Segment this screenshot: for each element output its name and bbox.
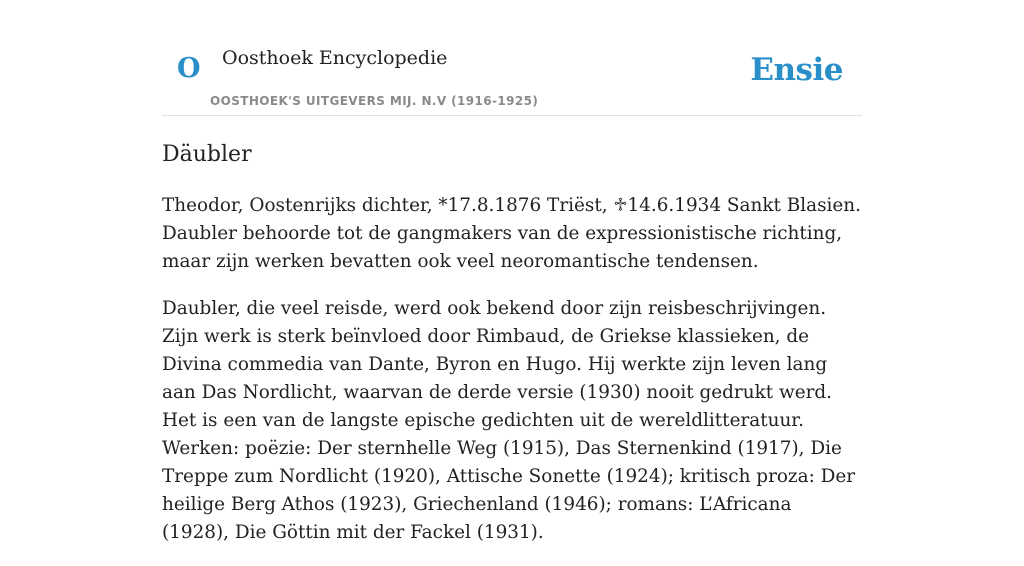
encyclopedia-name-link[interactable]: Oosthoek Encyclopedie xyxy=(222,47,448,69)
page-container xyxy=(162,0,862,543)
site-header xyxy=(162,0,862,116)
entry-body xyxy=(162,192,862,566)
ensie-logo[interactable]: Ensie xyxy=(750,52,843,88)
entry-paragraph: Daubler, die veel reisde, werd ook bekend door zijn reisbeschrijvingen. Zijn werk is sterk beïnvloed door Rimbaud, de Griekse klassieken, de Divina commedia van Dante, Byron en Hugo. Hij werkte zijn leven lang aan Das Nordlicht, waarvan de derde versie (1930) nooit gedrukt werd. Het is een van de langste epische gedichten uit de wereldlitteratuur. Werken: poëzie: Der sternhelle Weg (1915), Das Sternenkind (1917), Die Treppe zum Nordlicht (1920), Attische Sonette (1924); kritisch proza: Der heilige Berg Athos (1923), Griechenland (1946); romans: L’Africana (1928), Die Göttin mit der Fackel (1931). xyxy=(162,298,856,543)
encyclopedia-logo[interactable]: O xyxy=(177,53,201,84)
entry-title: Däubler xyxy=(162,142,252,167)
entry-paragraph: Theodor, Oostenrijks dichter, *17.8.1876 Triëst, ♱14.6.1934 Sankt Blasien. Daubler behoorde tot de gangmakers van de expressionistische richting, maar zijn werken bevatten ook veel neoromantische tendensen. xyxy=(162,195,861,272)
publisher-label: OOSTHOEK'S UITGEVERS MIJ. N.V (1916-1925) xyxy=(210,94,539,108)
